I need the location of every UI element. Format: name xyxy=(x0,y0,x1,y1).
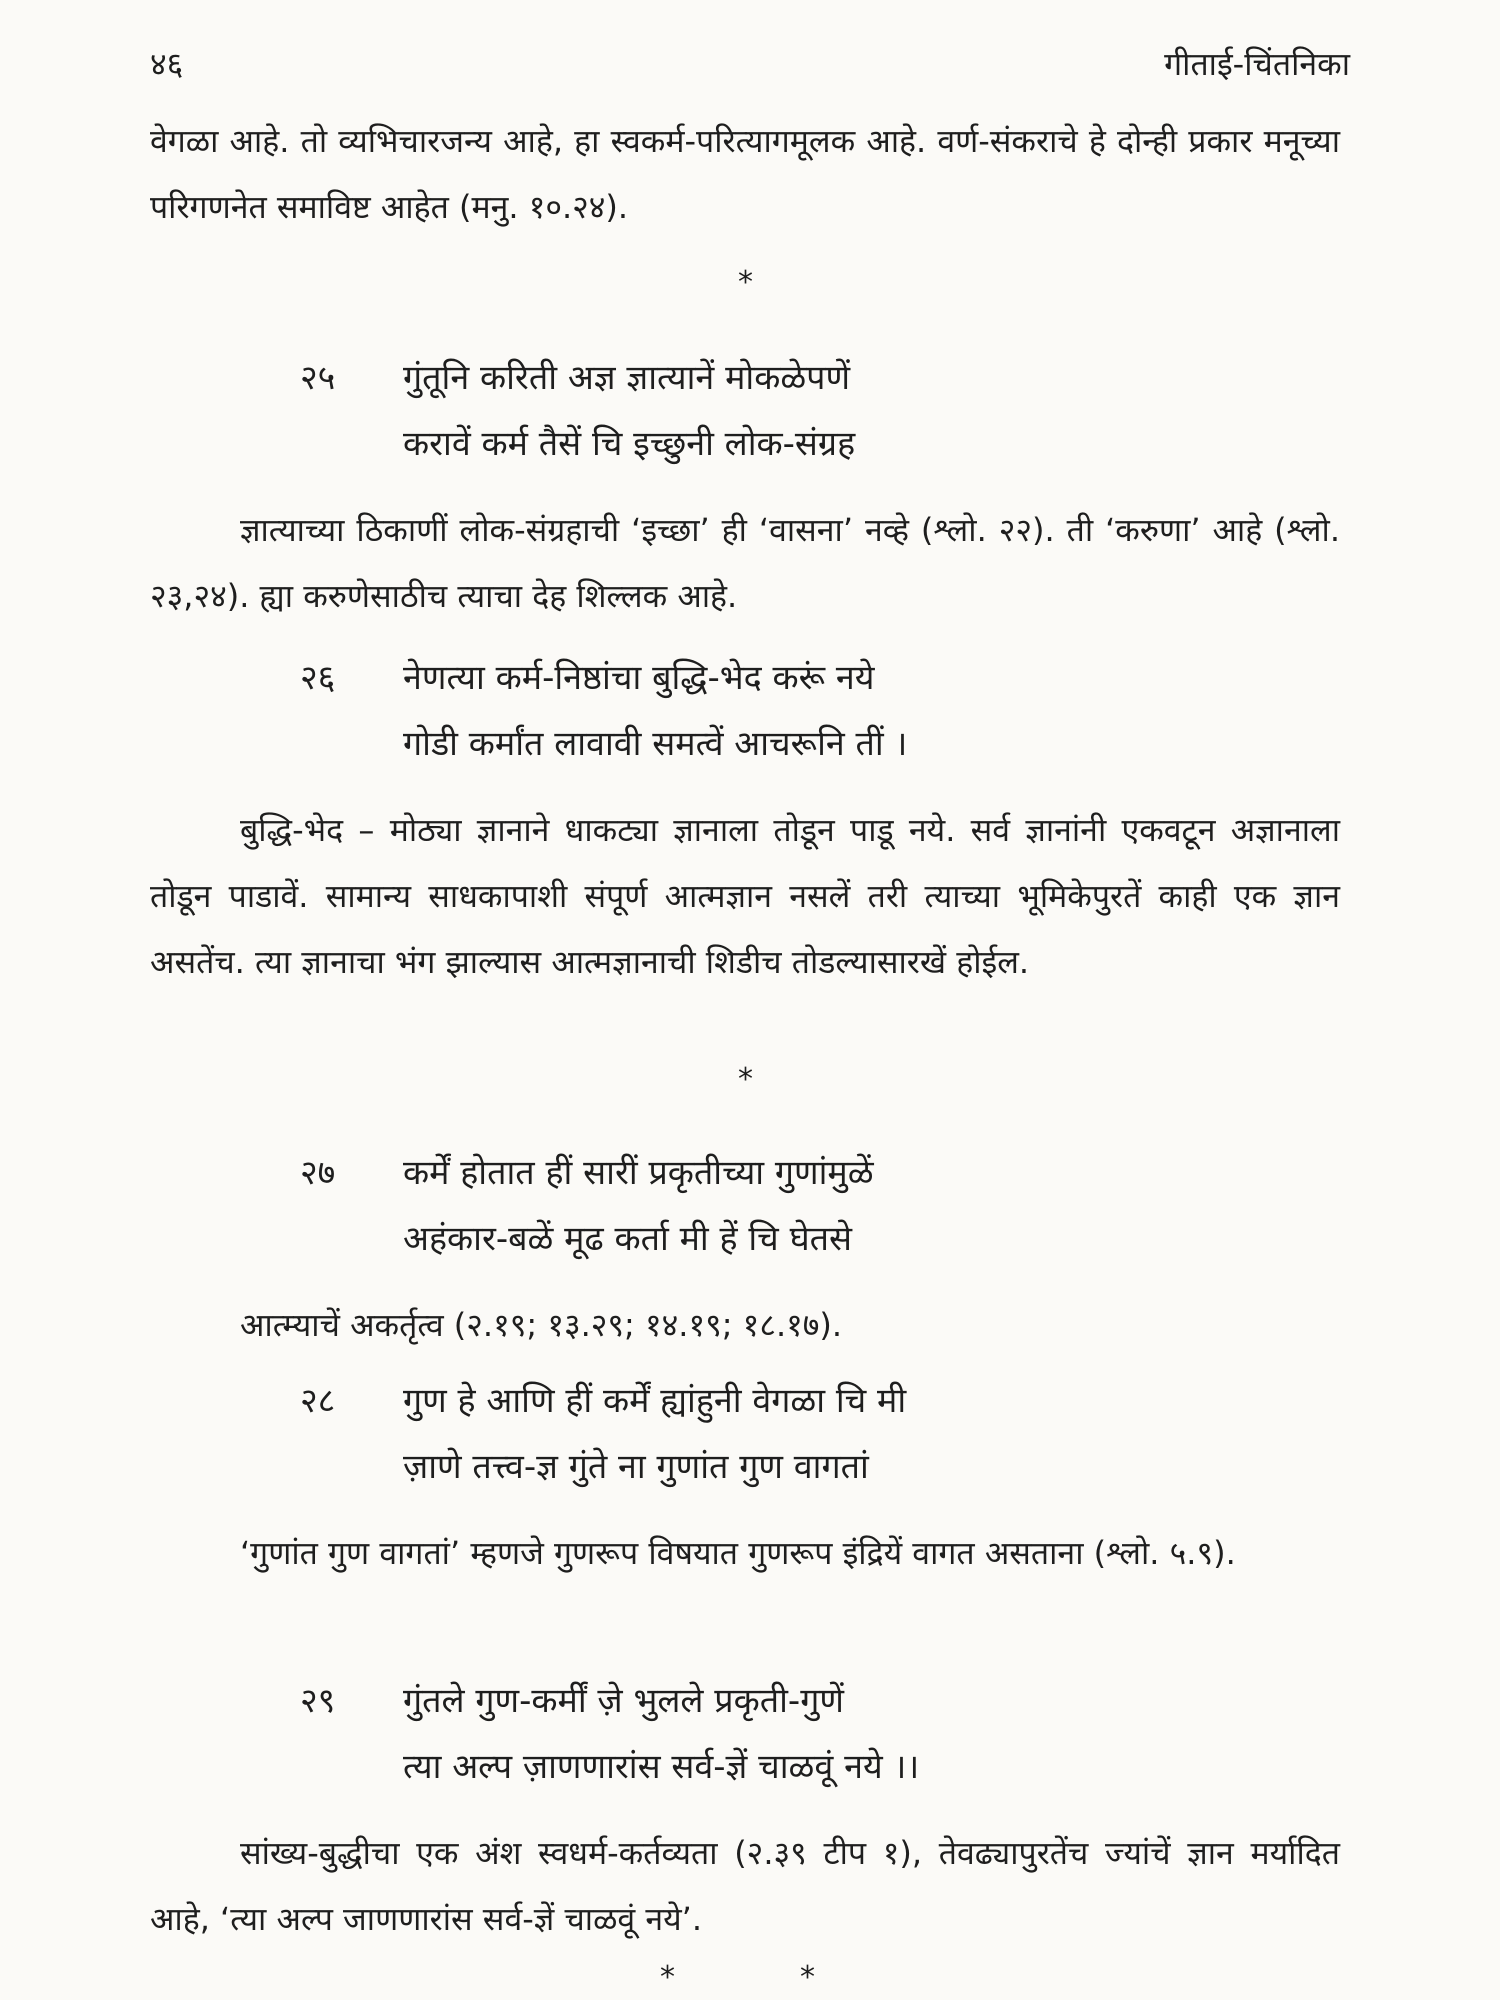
verse-line-1: कर्में होतात हीं सारीं प्रकृतीच्या गुणांमुळें xyxy=(403,1153,874,1193)
verse-number: २७ xyxy=(300,1153,336,1193)
page-header xyxy=(150,42,1350,82)
verse-number: २६ xyxy=(300,658,336,698)
verse-line-1: गुंतूनि करिती अज्ञ ज्ञात्यानें मोकळेपणें xyxy=(403,358,851,398)
verse-line-1: गुंतले गुण-कर्मीं ज़े भुलले प्रकृती-गुणें xyxy=(403,1681,844,1721)
running-head: गीताई-चिंतनिका xyxy=(1164,45,1350,83)
commentary-29: सांख्य-बुद्धीचा एक अंश स्वधर्म-कर्तव्यता (२.३९ टीप १), तेवढ्यापुरतेंच ज्यांचें ज्ञान मर्यादित आहे, ‘त्या अल्प जाणणारांस सर्व-ज्ञें चाळवूं नये’. xyxy=(150,1834,1340,1938)
verse-line-1: गुण हे आणि हीं कर्में ह्यांहुनी वेगळा चि मी xyxy=(403,1381,907,1421)
commentary-27: आत्म्याचें अकर्तृत्व (२.१९; १३.२९; १४.१९; १८.१७). xyxy=(240,1306,843,1344)
commentary-25: ज्ञात्याच्या ठिकाणीं लोक-संग्रहाची ‘इच्छा’ ही ‘वासना’ नव्हे (श्लो. २२). ती ‘करुणा’ आहे (श्लो. २३,२४). ह्या करुणेसाठीच त्याचा देह शिल्लक आहे. xyxy=(150,511,1340,615)
verse-line-2: अहंकार-बळें मूढ कर्ता मी हें चि घेतसे xyxy=(403,1219,853,1259)
section-separator: * xyxy=(738,265,753,300)
verse-line-2: करावें कर्म तैसें चि इच्छुनी लोक-संग्रह xyxy=(403,424,856,464)
verse-line-1: नेणत्या कर्म-निष्ठांचा बुद्धि-भेद करूं नये xyxy=(403,658,875,698)
end-separator-star: * xyxy=(800,1960,815,1995)
verse-line-2: ज़ाणे तत्त्व-ज्ञ गुंते ना गुणांत गुण वागतां xyxy=(403,1447,869,1487)
verse-number: २५ xyxy=(300,358,336,398)
commentary-26: बुद्धि-भेद – मोठ्या ज्ञानाने धाकट्या ज्ञानाला तोडून पाडू नये. सर्व ज्ञानांनी एकवटून अज्ञानाला तोडून पाडावें. सामान्य साधकापाशी संपूर्ण आत्मज्ञान नसलें तरी त्याच्या भूमिकेपुरतें काही एक ज्ञान असतेंच. त्या ज्ञानाचा भंग झाल्यास आत्मज्ञानाची शिडीच तोडल्यासारखें होईल. xyxy=(150,811,1340,981)
end-separator-star: * xyxy=(660,1960,675,1995)
verse-number: २९ xyxy=(300,1681,336,1721)
verse-number: २८ xyxy=(300,1381,336,1421)
verse-line-2: गोडी कर्मांत लावावी समत्वें आचरूनि तीं । xyxy=(403,724,908,764)
commentary-28: ‘गुणांत गुण वागतां’ म्हणजे गुणरूप विषयात गुणरूप इंद्रियें वागत असताना (श्लो. ५.९). xyxy=(240,1534,1236,1572)
paragraph-continuation: वेगळा आहे. तो व्यभिचारजन्य आहे, हा स्वकर्म-परित्यागमूलक आहे. वर्ण-संकराचे हे दोन्ही प्रकार मनूच्या परिगणनेत समाविष्ट आहेत (मनु. १०.२४). xyxy=(150,122,1340,226)
verse-line-2: त्या अल्प ज़ाणणारांस सर्व-ज्ञें चाळवूं नये ।। xyxy=(403,1747,920,1787)
page-number: ४६ xyxy=(150,45,184,83)
section-separator: * xyxy=(738,1062,753,1097)
